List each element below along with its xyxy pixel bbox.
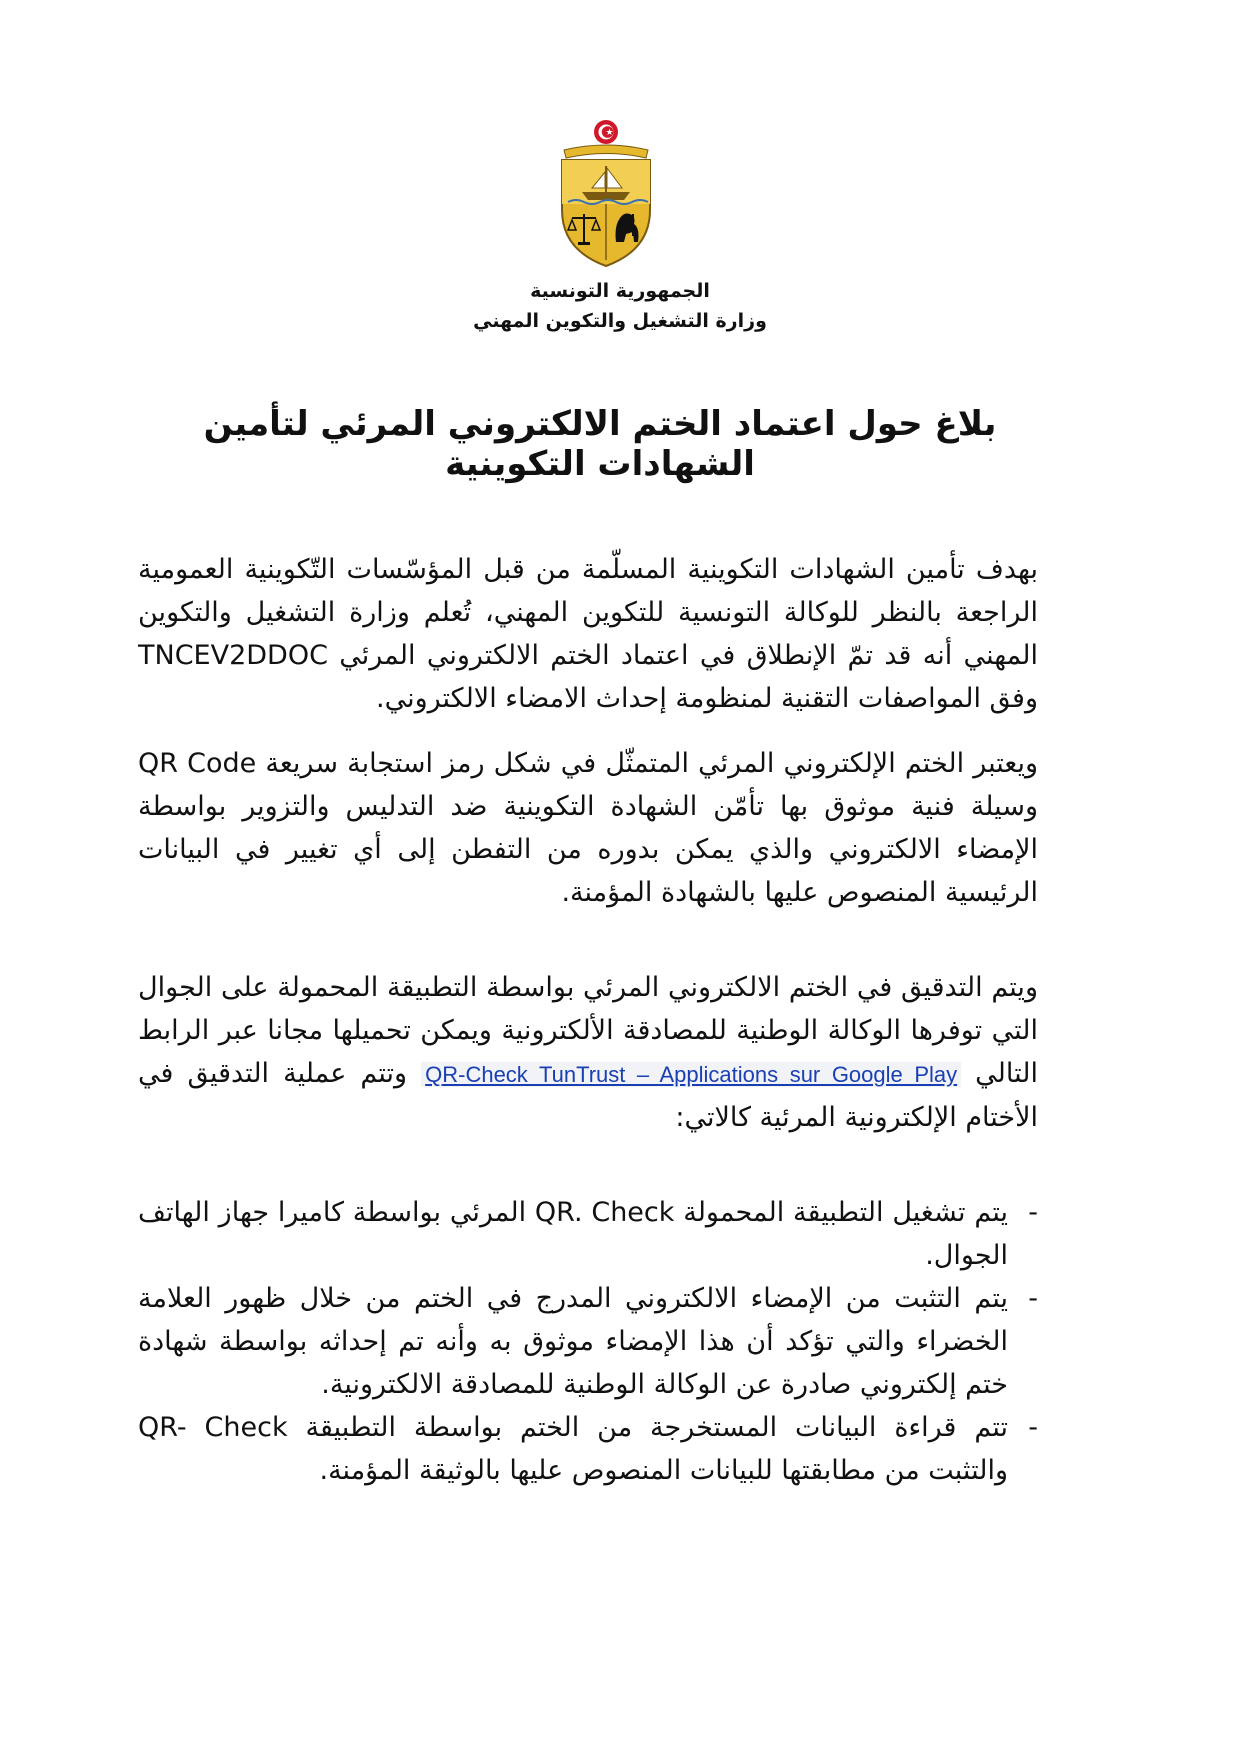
- verification-steps-list: [138, 1191, 1038, 1492]
- list-dash: -: [1028, 1412, 1038, 1443]
- document-body: [138, 548, 1038, 1492]
- list-dash: -: [1028, 1283, 1038, 1314]
- letterhead: [420, 276, 820, 336]
- page-title: بلاغ حول اعتماد الختم الالكتروني المرئي لتأمين الشهادات التكوينية: [203, 404, 997, 484]
- google-play-link[interactable]: QR-Check TunTrust – Applications sur Google Play: [421, 1062, 961, 1087]
- paragraph-qr-code: ويعتبر الختم الإلكتروني المرئي المتمثّل في شكل رمز استجابة سريعة QR Code وسيلة فنية موثوق بها تأمّن الشهادة التكوينية ضد التدليس والتزوير بواسطة الإمضاء الالكتروني والذي يمكن بدوره من التفطن إلى أي تغيير في البيانات الرئيسية المنصوص عليها بالشهادة المؤمنة.: [138, 748, 1039, 908]
- list-item-text: تتم قراءة البيانات المستخرجة من الختم بواسطة التطبيقة QR- Check والتثبت من مطابقتها للبيانات المنصوص عليها بالوثيقة المؤمنة.: [138, 1412, 1008, 1486]
- country-name: الجمهورية التونسية: [530, 280, 710, 302]
- list-item-text: يتم التثبت من الإمضاء الالكتروني المدرج في الختم من خلال ظهور العلامة الخضراء والتي تؤكد أن هذا الإمضاء موثوق به وأنه تم إحداثه بواسطة شهادة ختم إلكتروني صادرة عن الوكالة الوطنية للمصادقة الالكترونية.: [138, 1283, 1008, 1400]
- list-item: [138, 1277, 1038, 1406]
- ministry-name: وزارة التشغيل والتكوين المهني: [473, 310, 767, 332]
- list-dash: -: [1028, 1197, 1038, 1228]
- paragraph-intro: بهدف تأمين الشهادات التكوينية المسلّمة من قبل المؤسّسات التّكوينية العمومية الراجعة بالنظر للوكالة التونسية للتكوين المهني، تُعلم وزارة التشغيل والتكوين المهني أنه قد تمّ الإنطلاق في اعتماد الختم الالكتروني المرئي TNCEV2DDOC وفق المواصفات التقنية لمنظومة إحداث الامضاء الالكتروني.: [138, 554, 1038, 714]
- list-item: [138, 1406, 1038, 1492]
- paragraph-verification: [138, 966, 1038, 1139]
- tunisia-coat-of-arms-icon: [554, 118, 658, 270]
- list-item: [138, 1191, 1038, 1277]
- verification-text-before: ويتم التدقيق في الختم الالكتروني المرئي بواسطة التطبيقة المحمولة على الجوال التي توفرها الوكالة الوطنية للمصادقة الألكترونية ويمكن تحميلها مجانا عبر الرابط التالي: [138, 972, 1039, 1089]
- list-item-text: يتم تشغيل التطبيقة المحمولة QR. Check المرئي بواسطة كاميرا جهاز الهاتف الجوال.: [138, 1197, 1008, 1271]
- verification-text-after: وتتم عملية التدقيق في الأختام الإلكترونية المرئية كالاتي:: [138, 1058, 1038, 1133]
